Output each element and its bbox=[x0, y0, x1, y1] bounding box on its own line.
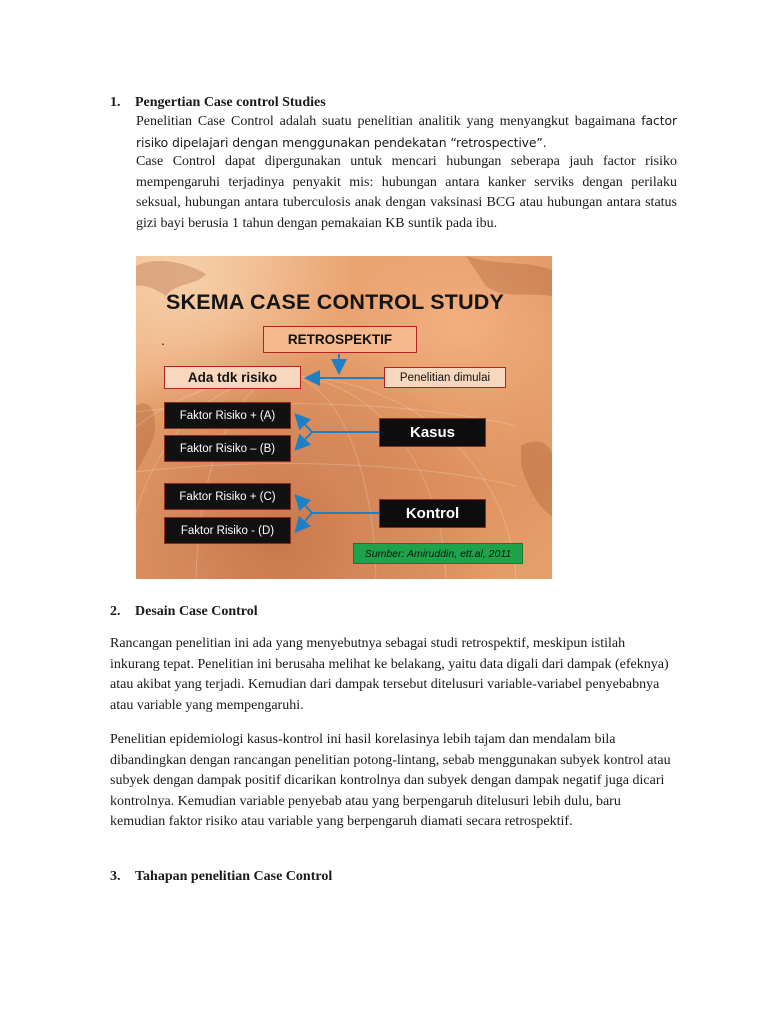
penelitian-dimulai-box: Penelitian dimulai bbox=[384, 367, 506, 388]
diagram-title: SKEMA CASE CONTROL STUDY bbox=[166, 290, 505, 314]
section-3-heading bbox=[110, 868, 332, 886]
section-1-title: Pengertian Case control Studies bbox=[135, 95, 326, 110]
section-1-number: 1. bbox=[110, 95, 121, 110]
section-1-heading bbox=[110, 94, 326, 112]
arrow-kontrol-to-d bbox=[297, 513, 312, 530]
section-1-paragraph-1-part-1: Penelitian Case Control adalah suatu penelitian analitik yang menyangkut bagaimana bbox=[136, 114, 636, 129]
case-control-diagram bbox=[136, 256, 552, 579]
faktor-risiko-b-box: Faktor Risiko – (B) bbox=[164, 435, 291, 462]
section-2-paragraph-2: Penelitian epidemiologi kasus-kontrol ini hasil korelasinya lebih tajam dan mendalam bila dibandingkan dengan rancangan penelitian potong-lintang, sebab menggunakan subyek kontrol atau subyek dengan dampak positif dicarikan kontrolnya dan subyek dengan dampak negatif juga dicari kontrolnya. Kemudian variable penyebab atau yang berpengaruh ditelusuri lebih dulu, baru kemudian faktor risiko atau variable yang berpengaruh diamati secara retrospektif. bbox=[110, 732, 671, 830]
section-1-paragraph-2: Case Control dapat dipergunakan untuk mencari hubungan seberapa jauh factor risiko mempengaruhi terjadinya penyakit mis: hubungan antara kanker serviks dengan perilaku seksual, hubungan antara tuberculosis anak dengan vaksinasi BCG atau hubungan antara status gizi bayi berusia 1 tahun dengan pemakaian KB suntik pada ibu. bbox=[136, 154, 677, 231]
section-2-heading bbox=[110, 603, 258, 621]
arrow-kasus-to-b bbox=[297, 432, 312, 448]
kasus-box: Kasus bbox=[379, 418, 486, 447]
arrow-kasus-to-a bbox=[297, 416, 312, 432]
diagram-dot: . bbox=[161, 332, 165, 348]
faktor-risiko-c-box: Faktor Risiko + (C) bbox=[164, 483, 291, 510]
section-1-paragraph-1 bbox=[136, 111, 677, 154]
section-1-paragraph-1-part-2: factor risiko dipelajari dengan menggunakan pendekatan “retrospective”. bbox=[136, 113, 677, 150]
ada-tdk-risiko-box: Ada tdk risiko bbox=[164, 366, 301, 389]
retrospektif-box: RETROSPEKTIF bbox=[263, 326, 417, 353]
faktor-risiko-a-box: Faktor Risiko + (A) bbox=[164, 402, 291, 429]
section-3-title: Tahapan penelitian Case Control bbox=[135, 869, 333, 884]
kontrol-box: Kontrol bbox=[379, 499, 486, 528]
section-2-number: 2. bbox=[110, 604, 121, 619]
diagram-arrows bbox=[136, 256, 552, 579]
arrow-kontrol-to-c bbox=[297, 497, 312, 513]
section-2-paragraph-1: Rancangan penelitian ini ada yang menyebutnya sebagai studi retrospektif, meskipun istilah inkurang tepat. Penelitian ini berusaha melihat ke belakang, yaitu data digali dari dampak (efeknya) atau akibat yang terjadi. Kemudian dari dampak tersebut ditelusuri variable-variabel penyebabnya atau variable yang mempengaruhi. bbox=[110, 636, 669, 713]
faktor-risiko-d-box: Faktor Risiko - (D) bbox=[164, 517, 291, 544]
source-label: Sumber: Amiruddin, ett.al, 2011 bbox=[353, 543, 523, 564]
section-3-number: 3. bbox=[110, 869, 121, 884]
section-2-title: Desain Case Control bbox=[135, 604, 258, 619]
